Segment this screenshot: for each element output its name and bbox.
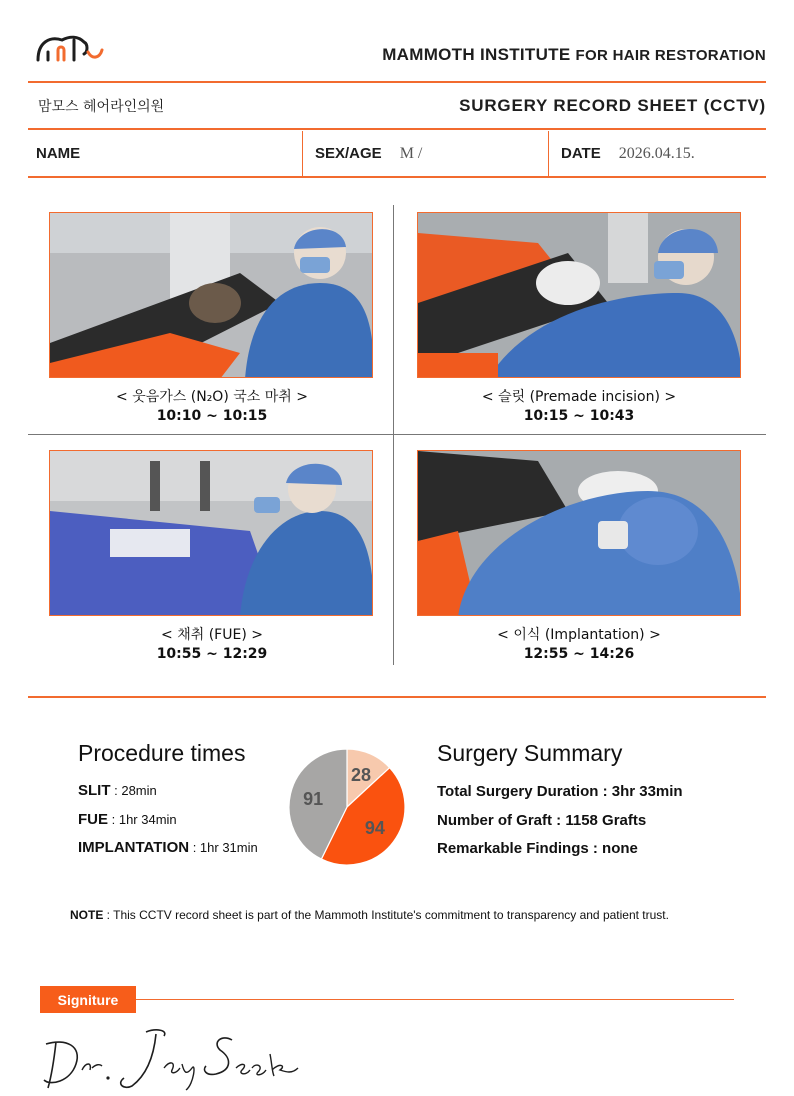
signature-tag: Signiture [40,986,136,1013]
stage-time: 12:55 ~ 14:26 [523,646,635,662]
patient-info-row [28,131,766,176]
stage-caption-4 [414,626,744,664]
cell-separator [548,131,549,176]
summary-grafts: Number of Graft : 1158 Grafts [437,812,647,829]
stage-caption-3 [47,626,377,664]
clinic-korean-name: 맘모스 헤어라인의원 [38,99,165,115]
stage-time: 10:10 ~ 10:15 [156,408,268,424]
summary-duration: Total Surgery Duration : 3hr 33min [437,783,683,800]
grid-divider-vertical [393,205,394,665]
stage-caption-1 [47,388,377,426]
date-cell [561,131,695,176]
procedure-pie-chart [283,745,411,869]
stage-time: 10:55 ~ 12:29 [156,646,268,662]
grid-divider-horizontal [28,434,766,435]
stage-time: 10:15 ~ 10:43 [523,408,635,424]
date-label: DATE [561,145,601,162]
sexage-label: SEX/AGE [315,145,382,162]
cctv-photo-slit [417,212,741,378]
pie-label-implantation: 91 [303,789,324,810]
cctv-photo-anesthesia [49,212,373,378]
stage-caption-2 [414,388,744,426]
stage-title: < 이식 (Implantation) > [497,627,661,643]
stage-title: < 슬릿 (Premade incision) > [481,389,677,405]
note: NOTE : This CCTV record sheet is part of the Mammoth Institute's commitment to transparency and patient trust. [70,908,669,922]
cctv-photo-fue [49,450,373,616]
procedure-item-slit: SLIT : 28min [78,782,157,799]
divider [28,128,766,130]
divider [28,176,766,178]
sexage-value: M / [399,144,423,162]
summary-title: Surgery Summary [437,740,623,766]
brand-title: MAMMOTH INSTITUTE FOR HAIR RESTORATION [382,45,766,64]
procedure-title: Procedure times [78,740,246,766]
divider [28,696,766,698]
stage-title: < 채취 (FUE) > [161,627,263,643]
pie-label-fue: 94 [364,817,385,838]
name-cell [36,131,98,176]
handwritten-signature [36,1024,306,1094]
summary-findings: Remarkable Findings : none [437,840,638,857]
name-label: NAME [36,145,81,162]
cctv-photo-implantation [417,450,741,616]
signature-line [136,999,734,1000]
sheet-title: SURGERY RECORD SHEET (CCTV) [459,96,766,115]
procedure-item-fue: FUE : 1hr 34min [78,811,177,828]
cell-separator [302,131,303,176]
stage-title: < 웃음가스 (N₂O) 국소 마취 > [116,389,308,405]
date-value: 2026.04.15. [618,144,695,162]
pie-label-slit: 28 [350,765,371,786]
mammoth-logo-icon [36,30,106,64]
procedure-item-implantation: IMPLANTATION : 1hr 31min [78,839,258,856]
divider [28,81,766,83]
sexage-cell [315,131,422,176]
